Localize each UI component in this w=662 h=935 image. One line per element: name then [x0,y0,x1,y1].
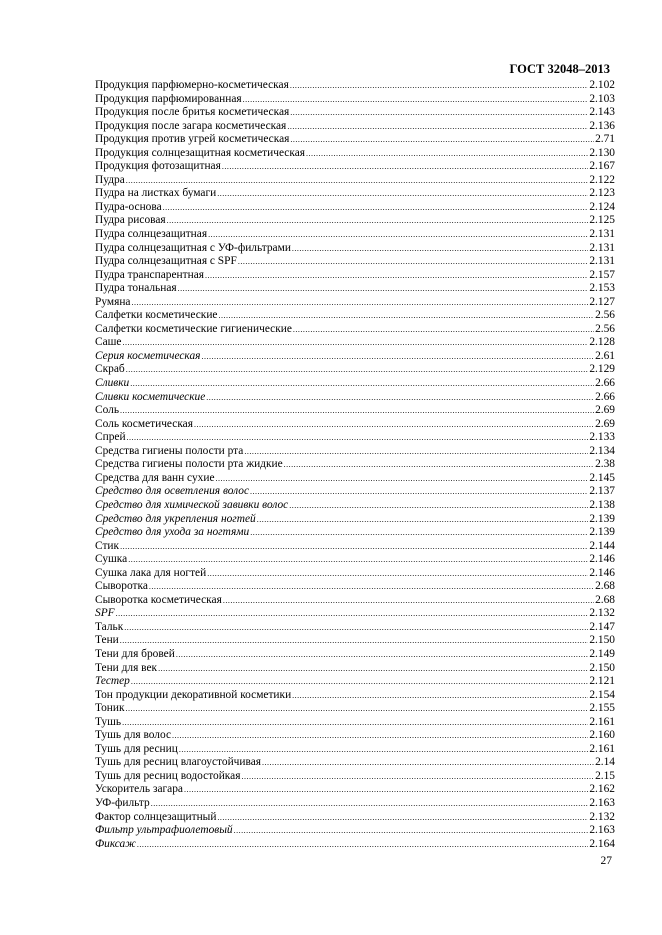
index-reference: 2.38 [595,458,615,471]
index-term: Средства гигиены полости рта [95,444,244,457]
index-entry [95,133,615,147]
index-entry [95,702,615,716]
index-entry [95,106,615,120]
index-term: Продукция после бритья косметическая [95,106,290,119]
index-entry [95,553,615,567]
dot-leader [176,648,589,662]
index-entry [95,187,615,201]
index-entry [95,214,615,228]
dot-leader [201,350,594,364]
index-entry [95,472,615,486]
index-entry [95,363,615,377]
index-reference: 2.121 [589,675,615,688]
index-reference: 2.69 [595,404,615,417]
index-reference: 2.132 [589,607,615,620]
index-term: Соль [95,404,120,417]
index-reference: 2.145 [589,471,615,484]
dot-leader [218,309,594,323]
dot-leader [130,377,594,391]
index-term: Тени [95,634,119,647]
index-entry [95,567,615,581]
index-term: Пудра солнцезащитная с УФ-фильтрами [95,241,291,254]
dot-leader [167,214,589,228]
index-reference: 2.150 [589,661,615,674]
dot-leader [293,323,594,337]
index-term: Средство для укрепления ногтей [95,512,256,525]
dot-leader [163,201,589,215]
index-reference: 2.150 [589,634,615,647]
index-term: Продукция солнцезащитная косметическая [95,146,306,159]
index-reference: 2.139 [589,526,615,539]
index-reference: 2.137 [589,485,615,498]
index-entry [95,174,615,188]
dot-leader [120,540,588,554]
dot-leader [292,242,588,256]
index-entry [95,729,615,743]
index-term: Средства для ванн сухие [95,471,215,484]
index-term: Серия косметическая [95,349,201,362]
index-entry [95,242,615,256]
index-entry [95,689,615,703]
index-reference: 2.15 [595,769,615,782]
index-term: Пудра [95,173,125,186]
dot-leader [217,811,588,825]
index-entry [95,201,615,215]
index-term: Стик [95,539,120,552]
dot-leader [287,120,588,134]
index-term: Сушка [95,553,128,566]
index-reference: 2.138 [589,498,615,511]
index-term: Скраб [95,363,125,376]
dot-leader [131,675,588,689]
index-entry [95,160,615,174]
index-entry [95,336,615,350]
index-term: Тушь [95,715,122,728]
index-term: Пудра рисовая [95,214,166,227]
index-reference: 2.122 [589,173,615,186]
dot-leader [127,431,589,445]
index-reference: 2.61 [595,349,615,362]
dot-leader [120,634,589,648]
dot-leader [306,147,588,161]
dot-leader [194,418,594,432]
index-reference: 2.147 [589,620,615,633]
index-term: Тушь для волос [95,729,172,742]
dot-leader [172,729,588,743]
index-reference: 2.129 [589,363,615,376]
index-reference: 2.56 [595,309,615,322]
dot-leader [292,689,588,703]
index-reference: 2.68 [595,580,615,593]
dot-leader [208,228,588,242]
index-entry [95,838,615,852]
page-number: 27 [600,855,612,867]
index-entry [95,607,615,621]
index-reference: 2.143 [589,106,615,119]
dot-leader [122,336,588,350]
index-reference: 2.131 [589,228,615,241]
index-reference: 2.14 [595,756,615,769]
document-header: ГОСТ 32048–2013 [509,62,610,76]
index-term: Румяна [95,295,131,308]
index-term: Продукция парфюмерно-косметическая [95,79,289,91]
index-entry [95,499,615,513]
index-entry [95,662,615,676]
index-reference: 2.68 [595,593,615,606]
index-term: Тальк [95,620,124,633]
index-reference: 2.131 [589,255,615,268]
index-reference: 2.123 [589,187,615,200]
dot-leader [184,783,588,797]
index-entry [95,783,615,797]
dot-leader [289,499,588,513]
index-entry [95,404,615,418]
index-entry [95,594,615,608]
dot-leader [223,594,594,608]
index-entry [95,228,615,242]
index-reference: 2.164 [589,837,615,850]
index-reference: 2.146 [589,553,615,566]
index-term: Сливки [95,377,130,390]
index-entry [95,743,615,757]
dot-leader [116,607,589,621]
index-entry [95,377,615,391]
index-reference: 2.71 [595,133,615,146]
index-term: Тушь для ресниц влагоустойчивая [95,756,262,769]
index-reference: 2.136 [589,119,615,132]
dot-leader [179,743,589,757]
dot-leader [206,391,594,405]
index-reference: 2.157 [589,268,615,281]
index-entry [95,485,615,499]
index-entry [95,580,615,594]
index-entry [95,513,615,527]
index-term: Продукция фотозащитная [95,160,221,173]
index-reference: 2.139 [589,512,615,525]
index-reference: 2.125 [589,214,615,227]
dot-leader [290,106,588,120]
index-term: УФ-фильтр [95,796,150,809]
index-entry [95,540,615,554]
dot-leader [290,133,594,147]
index-reference: 2.146 [589,566,615,579]
dot-leader [238,255,589,269]
dot-leader [151,797,589,811]
dot-leader [126,702,589,716]
index-reference: 2.127 [589,295,615,308]
index-term: Пудра солнцезащитная с SPF [95,255,237,268]
index-term: Сыворотка [95,580,148,593]
index-reference: 2.160 [589,729,615,742]
dot-leader [126,174,589,188]
index-term: Пудра на листках бумаги [95,187,217,200]
index-term: Пудра-основа [95,200,162,213]
index-reference: 2.66 [595,377,615,390]
index-entry [95,797,615,811]
index-term: Продукция против угрей косметическая [95,133,290,146]
dot-leader [128,553,588,567]
index-term: SPF [95,607,115,620]
index-entry [95,675,615,689]
index-term: Спрей [95,431,126,444]
index-reference: 2.133 [589,431,615,444]
index-reference: 2.128 [589,336,615,349]
index-entry [95,621,615,635]
index-reference: 2.56 [595,322,615,335]
index-reference: 2.102 [589,79,615,91]
index-reference: 2.154 [589,688,615,701]
index-entry [95,634,615,648]
index-reference: 2.124 [589,200,615,213]
index-entry [95,458,615,472]
index-term: Средство для химической завивки волос [95,498,289,511]
index-entry [95,716,615,730]
index-reference: 2.131 [589,241,615,254]
index-term: Тестер [95,675,130,688]
dot-leader [158,662,588,676]
index-reference: 2.149 [589,647,615,660]
dot-leader [234,824,589,838]
index-entry [95,431,615,445]
index-term: Саше [95,336,122,349]
dot-leader [207,567,588,581]
index-term: Продукция парфюмированная [95,92,242,105]
index-reference: 2.132 [589,810,615,823]
index-reference: 2.163 [589,796,615,809]
dot-leader [262,756,594,770]
index-entry [95,323,615,337]
index-term: Тоник [95,702,125,715]
index-term: Сушка лака для ногтей [95,566,207,579]
index-term: Сыворотка косметическая [95,593,222,606]
index-term: Соль косметическая [95,417,193,430]
index-term: Тушь для ресниц водостойкая [95,769,241,782]
dot-leader [257,513,589,527]
dot-leader [124,621,588,635]
dot-leader [137,838,589,852]
index-term: Ускоритель загара [95,783,183,796]
index-reference: 2.130 [589,146,615,159]
index-term: Тон продукции декоративной косметики [95,688,292,701]
index-reference: 2.66 [595,390,615,403]
index-reference: 2.153 [589,282,615,295]
index-entry [95,282,615,296]
index-entry [95,811,615,825]
index-term: Пудра тональная [95,282,177,295]
index-term: Средства гигиены полости рта жидкие [95,458,283,471]
index-term: Фактор солнцезащитный [95,810,217,823]
index-entry [95,79,615,93]
index-term: Продукция после загара косметическая [95,119,287,132]
index-reference: 2.144 [589,539,615,552]
dot-leader [216,472,589,486]
dot-leader [126,363,589,377]
index-entry [95,120,615,134]
index-term: Сливки косметические [95,390,206,403]
index-entry [95,756,615,770]
index-entry [95,269,615,283]
index-term: Тени для век [95,661,158,674]
index-entry [95,255,615,269]
index-entry [95,770,615,784]
index-entry [95,391,615,405]
dot-leader [120,404,594,418]
index-term: Пудра транспарентная [95,268,204,281]
index-reference: 2.161 [589,715,615,728]
index-reference: 2.161 [589,742,615,755]
dot-leader [244,445,588,459]
index-entry [95,93,615,107]
index-entry [95,147,615,161]
index-entry [95,824,615,838]
dot-leader [122,716,588,730]
term-index [95,79,615,851]
dot-leader [241,770,594,784]
index-reference: 2.103 [589,92,615,105]
dot-leader [250,526,588,540]
index-entry [95,648,615,662]
index-reference: 2.162 [589,783,615,796]
dot-leader [131,296,588,310]
index-entry [95,309,615,323]
index-term: Пудра солнцезащитная [95,228,208,241]
index-reference: 2.163 [589,824,615,837]
index-term: Салфетки косметические гигиенические [95,322,292,335]
dot-leader [178,282,589,296]
index-term: Средство для ухода за ногтями [95,526,250,539]
dot-leader [284,458,594,472]
index-entry [95,445,615,459]
dot-leader [149,580,594,594]
index-entry [95,418,615,432]
index-term: Фильтр ультрафиолетовый [95,824,233,837]
index-reference: 2.134 [589,444,615,457]
dot-leader [250,485,588,499]
index-term: Тушь для ресниц [95,742,178,755]
index-reference: 2.155 [589,702,615,715]
dot-leader [243,93,589,107]
dot-leader [222,160,589,174]
index-reference: 2.167 [589,160,615,173]
dot-leader [217,187,588,201]
dot-leader [290,79,589,93]
index-entry [95,296,615,310]
index-term: Тени для бровей [95,647,175,660]
index-term: Фиксаж [95,837,136,850]
index-reference: 2.69 [595,417,615,430]
index-term: Средство для осветления волос [95,485,250,498]
index-entry [95,526,615,540]
dot-leader [205,269,588,283]
index-term: Салфетки косметические [95,309,218,322]
index-entry [95,350,615,364]
